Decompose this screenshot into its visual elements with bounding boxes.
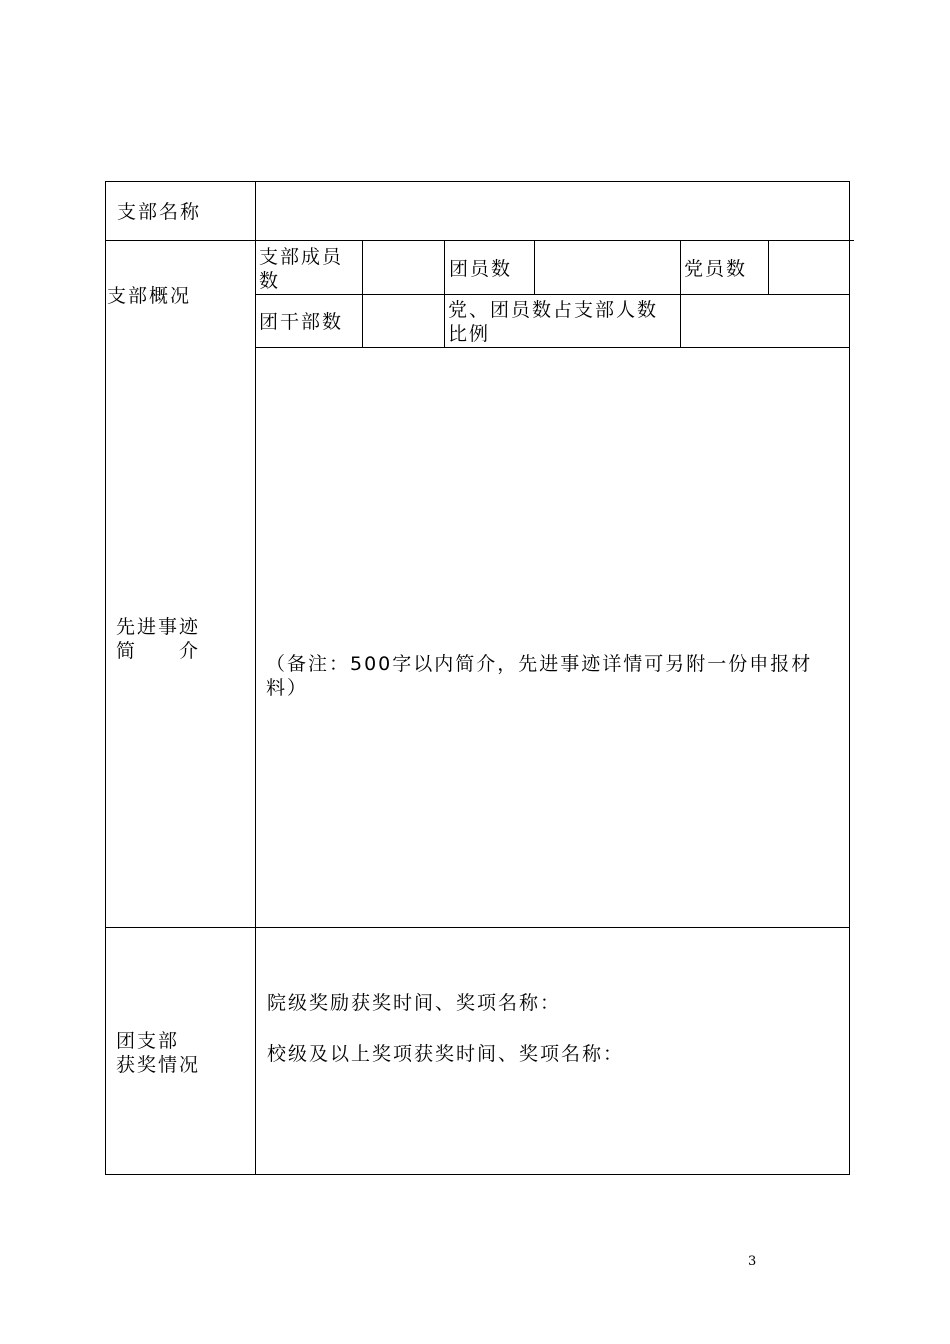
- table-divider: [534, 240, 535, 295]
- cadre-count-label: 团干部数: [259, 311, 344, 333]
- deeds-note: （备注：500字以内简介，先进事迹详情可另附一份申报材料）: [266, 653, 813, 699]
- table-rule: [256, 347, 850, 348]
- awards-field[interactable]: [257, 929, 848, 1173]
- ratio-label: 党、团员数占支部人数比例: [448, 299, 659, 345]
- deeds-label-line2: 简 介: [116, 640, 201, 662]
- table-divider: [444, 240, 445, 348]
- branch-name-label: 支部名称: [117, 201, 202, 223]
- table-divider: [362, 240, 363, 348]
- table-divider: [680, 240, 681, 348]
- member-count-field[interactable]: [364, 242, 443, 293]
- league-member-count-field[interactable]: [536, 242, 679, 293]
- party-member-count-field[interactable]: [770, 242, 848, 293]
- party-member-count-label: 党员数: [684, 258, 748, 280]
- cadre-count-field[interactable]: [364, 296, 443, 346]
- league-member-count-label: 团员数: [449, 258, 513, 280]
- table-divider: [768, 240, 769, 295]
- table-rule: [256, 294, 850, 295]
- member-count-label: 支部成员数: [259, 246, 344, 292]
- table-border-bottom: [105, 1174, 850, 1175]
- table-rule: [105, 240, 854, 241]
- table-rule: [105, 927, 850, 928]
- table-divider: [255, 181, 256, 1175]
- table-border-left: [105, 181, 106, 1175]
- branch-name-field[interactable]: [257, 182, 848, 239]
- college-award-prompt: 院级奖励获奖时间、奖项名称：: [267, 992, 562, 1014]
- table-border-right: [849, 181, 850, 1175]
- deeds-label: 先进事迹: [116, 616, 201, 638]
- awards-label-line2: 获奖情况: [116, 1054, 201, 1076]
- deeds-field[interactable]: [257, 349, 848, 926]
- ratio-field[interactable]: [682, 296, 848, 346]
- school-award-prompt: 校级及以上奖项获奖时间、奖项名称：: [267, 1043, 625, 1065]
- page-number: 3: [748, 1254, 757, 1269]
- overview-label: 支部概况: [107, 285, 192, 307]
- awards-label: 团支部: [116, 1030, 180, 1052]
